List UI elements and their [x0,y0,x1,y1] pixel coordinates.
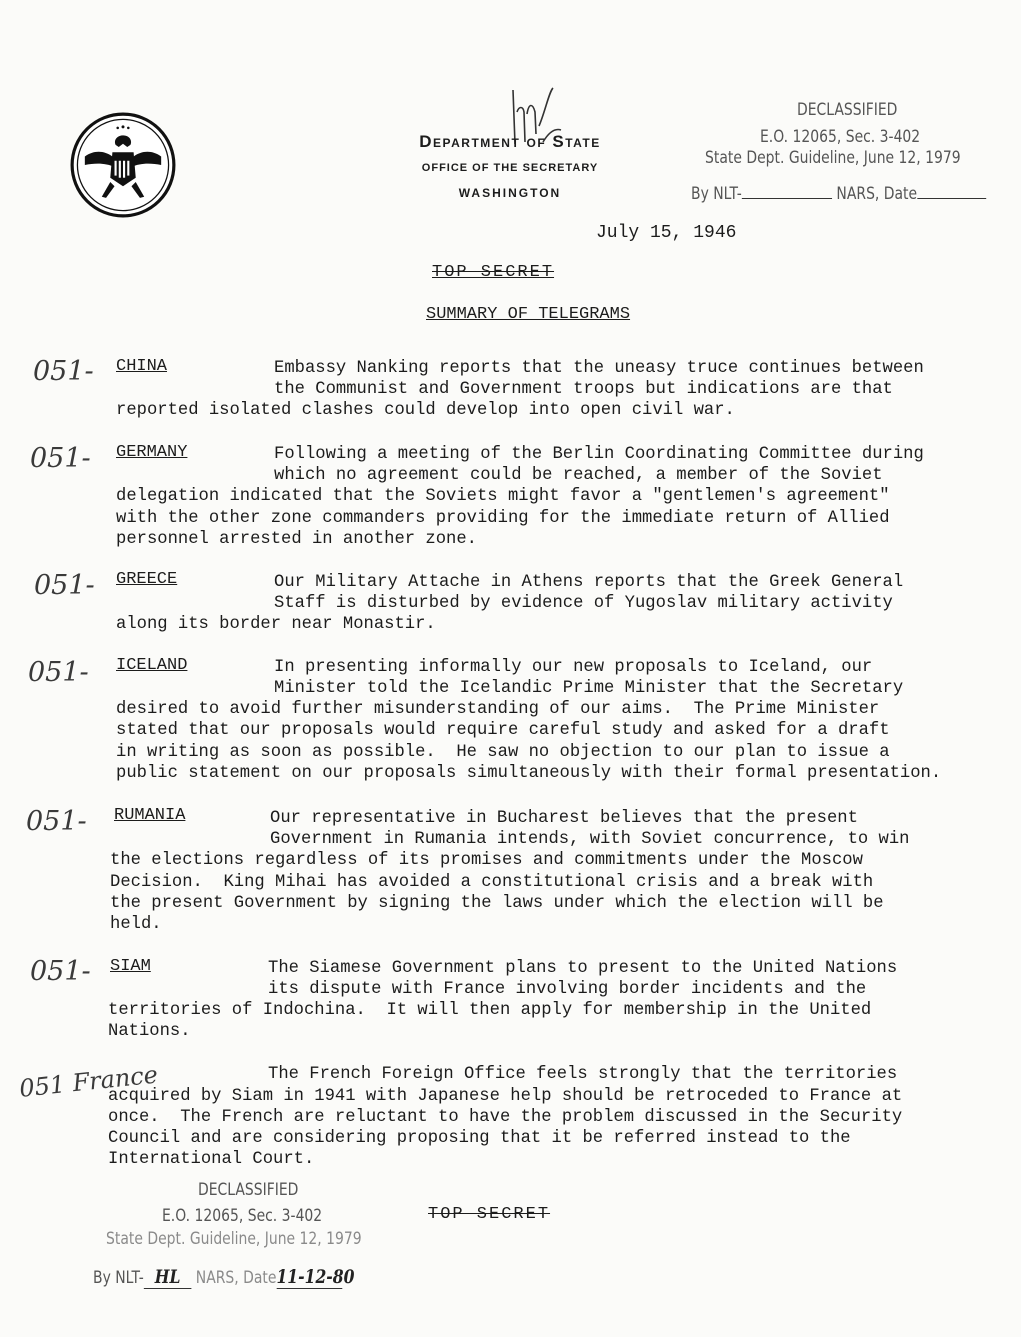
great-seal-icon [70,112,176,218]
declass-bottom-nars-label: NARS, Date [195,1268,277,1288]
margin-note-iceland: 051- [28,657,89,688]
declass-bottom-title: DECLASSIFIED [198,1180,299,1200]
declass-bottom-date: 11-12-80 [276,1266,355,1288]
paragraph-iceland-4: stated that our proposals would require careful study and asked for a draft [116,721,890,740]
declass-by-label: By NLT- [691,184,742,204]
paragraph-germany-1: Following a meeting of the Berlin Coordinating Committee during [274,445,924,464]
paragraph-siam-1: The Siamese Government plans to present to the United Nations [268,959,898,978]
paragraph-germany-5: personnel arrested in another zone. [116,530,477,549]
declass-nars-label: NARS, Date [836,184,918,204]
margin-note-germany: 051- [30,443,91,474]
paragraph-rumania-4: Decision. King Mihai has avoided a constitutional crisis and a break with [110,873,874,892]
office-subtitle: OFFICE OF THE SECRETARY [421,162,599,174]
country-iceland: ICELAND [116,656,188,675]
document-heading: SUMMARY OF TELEGRAMS [426,305,631,324]
paragraph-rumania-1: Our representative in Bucharest believes that the present [270,809,858,828]
declass-bottom-initials: HL [154,1266,181,1288]
paragraph-germany-2: which no agreement could be reached, a member of the Soviet [274,466,883,485]
paragraph-greece-1: Our Military Attache in Athens reports that the Greek General [274,573,904,592]
country-rumania: RUMANIA [114,806,186,825]
declass-bottom-by-label: By NLT- [93,1268,144,1288]
paragraph-greece-2: Staff is disturbed by evidence of Yugoslav military activity [274,594,893,613]
document-date: July 15, 1946 [596,223,737,243]
paragraph-china-1: Embassy Nanking reports that the uneasy truce continues between [274,359,924,378]
paragraph-rumania-5: the present Government by signing the laws under which the election will be [110,894,884,913]
city-subtitle: WASHINGTON [458,186,562,200]
paragraph-iceland-2: Minister told the Icelandic Prime Minister that the Secretary [274,679,904,698]
margin-note-rumania: 051- [26,806,87,837]
paragraph-germany-4: with the other zone commanders providing for the immediate return of Allied [116,509,890,528]
paragraph-france-2: acquired by Siam in 1941 with Japanese help should be retroceded to France at [108,1087,903,1106]
declass-date-line [917,198,986,199]
department-title: Department of State [419,132,601,151]
margin-note-greece: 051- [34,570,95,601]
paragraph-iceland-5: in writing as soon as possible. He saw no objection to our plan to issue a [116,743,890,762]
classification-bottom: TOP SECRET [428,1205,551,1224]
declass-stamp-by [691,184,986,204]
paragraph-france-1: The French Foreign Office feels strongly that the territories [268,1065,898,1084]
paragraph-rumania-3: the elections regardless of its promises and commitments under the Moscow [110,851,863,870]
declass-bottom-guideline: State Dept. Guideline, June 12, 1979 [106,1229,362,1249]
declass-bottom-by [93,1266,355,1289]
paragraph-iceland-1: In presenting informally our new proposals to Iceland, our [274,658,873,677]
margin-note-france: 051 France [18,1060,160,1103]
paragraph-iceland-3: desired to avoid further misunderstanding of our aims. The Prime Minister [116,700,880,719]
paragraph-rumania-6: held. [110,915,162,934]
paragraph-germany-3: delegation indicated that the Soviets might favor a "gentlemen's agreement" [116,487,890,506]
classification-top: TOP SECRET [432,263,555,282]
declass-stamp-title: DECLASSIFIED [797,100,898,120]
paragraph-rumania-2: Government in Rumania intends, with Soviet concurrence, to win [270,830,910,849]
margin-note-siam: 051- [30,956,91,987]
paragraph-france-5: International Court. [108,1150,315,1169]
paragraph-france-4: Council and are considering proposing that it be referred instead to the [108,1129,851,1148]
paragraph-siam-2: its dispute with France involving border incidents and the [268,980,867,999]
paragraph-siam-4: Nations. [108,1022,191,1041]
country-china: CHINA [116,357,168,376]
declass-bottom-eo: E.O. 12065, Sec. 3-402 [162,1206,323,1226]
paragraph-china-2: the Communist and Government troops but indications are that [274,380,893,399]
country-germany: GERMANY [116,443,188,462]
declass-by-line [742,198,832,199]
paragraph-siam-3: territories of Indochina. It will then apply for membership in the United [108,1001,872,1020]
margin-note-china: 051- [33,356,94,387]
paragraph-china-3: reported isolated clashes could develop into open civil war. [116,401,735,420]
paragraph-iceland-6: public statement on our proposals simultaneously with their formal presentation. [116,764,942,783]
declass-stamp-guideline: State Dept. Guideline, June 12, 1979 [705,148,961,168]
declass-stamp-eo: E.O. 12065, Sec. 3-402 [760,127,921,147]
paragraph-france-3: once. The French are reluctant to have the problem discussed in the Security [108,1108,903,1127]
country-siam: SIAM [110,957,151,976]
paragraph-greece-3: along its border near Monastir. [116,615,436,634]
country-greece: GREECE [116,570,178,589]
